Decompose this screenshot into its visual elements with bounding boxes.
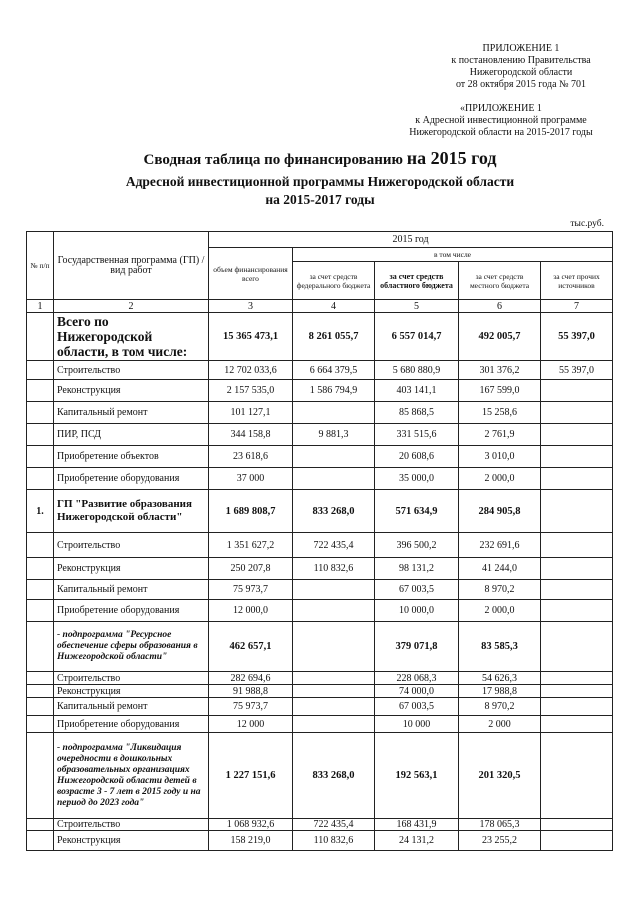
row-number [27, 446, 54, 468]
row-federal [293, 402, 375, 424]
row-regional: 379 071,8 [375, 622, 459, 672]
header-including: в том числе [293, 248, 613, 262]
row-federal [293, 600, 375, 622]
document-subtitle-period: на 2015-2017 годы [265, 192, 375, 207]
column-number: 6 [459, 300, 541, 313]
row-name: Строительство [54, 533, 209, 558]
row-other: 55 397,0 [541, 313, 613, 361]
column-number: 5 [375, 300, 459, 313]
row-federal: 8 261 055,7 [293, 313, 375, 361]
appendix-line: ПРИЛОЖЕНИЕ 1 [482, 43, 560, 54]
column-number: 7 [541, 300, 613, 313]
table-row [27, 580, 613, 600]
row-name: Всего по Нижегородской области, в том числе: [54, 313, 209, 361]
row-local: 17 988,8 [459, 685, 541, 698]
row-other [541, 558, 613, 580]
row-local: 8 970,2 [459, 698, 541, 716]
table-row [27, 622, 613, 672]
table-row [27, 490, 613, 533]
row-other [541, 831, 613, 851]
row-name: Реконструкция [54, 685, 209, 698]
row-local: 492 005,7 [459, 313, 541, 361]
row-name: ГП "Развитие образования Нижегородской области" [54, 490, 209, 533]
document-subtitle: Адресной инвестиционной программы Нижегородской области [125, 174, 515, 189]
row-total: 91 988,8 [209, 685, 293, 698]
row-other [541, 380, 613, 402]
row-number [27, 361, 54, 380]
appendix-line: от 28 октября 2015 года № 701 [455, 79, 587, 90]
table-row [27, 698, 613, 716]
table-row [27, 685, 613, 698]
row-local: 3 010,0 [459, 446, 541, 468]
row-number [27, 468, 54, 490]
row-name: Строительство [54, 819, 209, 831]
row-number [27, 313, 54, 361]
row-federal [293, 685, 375, 698]
row-regional: 10 000 [375, 716, 459, 733]
row-name: Реконструкция [54, 558, 209, 580]
row-other [541, 622, 613, 672]
row-name: - подпрограмма "Ликвидация очередности в дошкольных образовательных организациях Нижегородской области детей в возрасте 3 - 7 лет в 2015 году и на период до 2023 года" [54, 733, 209, 819]
row-other [541, 446, 613, 468]
row-federal: 722 435,4 [293, 819, 375, 831]
row-name: Реконструкция [54, 380, 209, 402]
row-federal: 1 586 794,9 [293, 380, 375, 402]
table-row [27, 533, 613, 558]
row-local: 232 691,6 [459, 533, 541, 558]
row-regional: 396 500,2 [375, 533, 459, 558]
appendix-line: Нижегородской области на 2015-2017 годы [409, 127, 593, 138]
row-number [27, 831, 54, 851]
row-name: Приобретение оборудования [54, 600, 209, 622]
row-regional: 571 634,9 [375, 490, 459, 533]
row-number [27, 558, 54, 580]
row-name: Капитальный ремонт [54, 580, 209, 600]
column-number: 2 [54, 300, 209, 313]
row-total: 344 158,8 [209, 424, 293, 446]
header-federal: за счет средств федерального бюджета [293, 262, 375, 300]
row-local: 15 258,6 [459, 402, 541, 424]
row-local: 41 244,0 [459, 558, 541, 580]
row-total: 15 365 473,1 [209, 313, 293, 361]
header-other: за счет прочих источников [541, 262, 613, 300]
row-federal [293, 672, 375, 685]
appendix-line: к Адресной инвестиционной программе [415, 115, 587, 126]
row-name: Капитальный ремонт [54, 698, 209, 716]
appendix-line: «ПРИЛОЖЕНИЕ 1 [460, 103, 542, 114]
table-row [27, 831, 613, 851]
row-total: 1 227 151,6 [209, 733, 293, 819]
table-row [27, 716, 613, 733]
row-federal: 833 268,0 [293, 733, 375, 819]
financing-table [26, 231, 613, 851]
row-regional: 331 515,6 [375, 424, 459, 446]
row-total: 12 000 [209, 716, 293, 733]
table-row [27, 424, 613, 446]
row-total: 158 219,0 [209, 831, 293, 851]
row-other [541, 685, 613, 698]
row-total: 23 618,6 [209, 446, 293, 468]
row-name: Строительство [54, 361, 209, 380]
row-total: 282 694,6 [209, 672, 293, 685]
row-total: 12 000,0 [209, 600, 293, 622]
column-numbers-row [27, 300, 613, 313]
row-name: Капитальный ремонт [54, 402, 209, 424]
row-number [27, 698, 54, 716]
header-num: № п/п [27, 232, 54, 300]
row-name: Приобретение объектов [54, 446, 209, 468]
row-other [541, 819, 613, 831]
row-other [541, 733, 613, 819]
row-total: 1 351 627,2 [209, 533, 293, 558]
row-local: 201 320,5 [459, 733, 541, 819]
row-total: 75 973,7 [209, 580, 293, 600]
row-regional: 228 068,3 [375, 672, 459, 685]
row-local: 178 065,3 [459, 819, 541, 831]
row-other: 55 397,0 [541, 361, 613, 380]
row-number [27, 733, 54, 819]
row-total: 462 657,1 [209, 622, 293, 672]
row-total: 101 127,1 [209, 402, 293, 424]
row-total: 250 207,8 [209, 558, 293, 580]
row-local: 301 376,2 [459, 361, 541, 380]
row-other [541, 468, 613, 490]
row-federal: 110 832,6 [293, 558, 375, 580]
row-regional: 192 563,1 [375, 733, 459, 819]
document-title [0, 148, 640, 169]
row-local: 2 000 [459, 716, 541, 733]
table-row [27, 361, 613, 380]
row-regional: 6 557 014,7 [375, 313, 459, 361]
row-number [27, 380, 54, 402]
row-other [541, 533, 613, 558]
row-total: 37 000 [209, 468, 293, 490]
row-other [541, 698, 613, 716]
table-row [27, 600, 613, 622]
row-federal: 110 832,6 [293, 831, 375, 851]
row-local: 284 905,8 [459, 490, 541, 533]
row-regional: 10 000,0 [375, 600, 459, 622]
row-federal [293, 622, 375, 672]
row-number: 1. [27, 490, 54, 533]
row-number [27, 716, 54, 733]
row-number [27, 819, 54, 831]
column-number: 1 [27, 300, 54, 313]
row-local: 167 599,0 [459, 380, 541, 402]
appendix-line: Нижегородской области [469, 67, 573, 78]
row-name: ПИР, ПСД [54, 424, 209, 446]
table-row [27, 819, 613, 831]
row-local: 8 970,2 [459, 580, 541, 600]
row-name: Приобретение оборудования [54, 468, 209, 490]
table-body [27, 313, 613, 851]
row-regional: 85 868,5 [375, 402, 459, 424]
row-number [27, 685, 54, 698]
row-number [27, 622, 54, 672]
row-number [27, 600, 54, 622]
row-name: Реконструкция [54, 831, 209, 851]
column-number: 4 [293, 300, 375, 313]
column-number: 3 [209, 300, 293, 313]
row-number [27, 672, 54, 685]
row-regional: 98 131,2 [375, 558, 459, 580]
row-federal [293, 446, 375, 468]
row-total: 12 702 033,6 [209, 361, 293, 380]
row-name: - подпрограмма "Ресурсное обеспечение сферы образования в Нижегородской области" [54, 622, 209, 672]
row-number [27, 402, 54, 424]
unit-label: тыс.руб. [570, 219, 604, 229]
header-year: 2015 год [209, 232, 613, 248]
header-total: объем финансирования всего [209, 248, 293, 300]
row-regional: 67 003,5 [375, 580, 459, 600]
table-row [27, 313, 613, 361]
row-total: 75 973,7 [209, 698, 293, 716]
row-other [541, 580, 613, 600]
table-row [27, 446, 613, 468]
row-other [541, 490, 613, 533]
header-regional: за счет средств областного бюджета [375, 262, 459, 300]
appendix-line: к постановлению Правительства [451, 55, 591, 66]
row-name: Приобретение оборудования [54, 716, 209, 733]
row-regional: 67 003,5 [375, 698, 459, 716]
row-other [541, 424, 613, 446]
table-row [27, 672, 613, 685]
row-federal [293, 468, 375, 490]
row-local: 2 000,0 [459, 600, 541, 622]
row-total: 1 068 932,6 [209, 819, 293, 831]
row-local: 83 585,3 [459, 622, 541, 672]
row-other [541, 672, 613, 685]
row-federal: 6 664 379,5 [293, 361, 375, 380]
row-number [27, 533, 54, 558]
header-program: Государственная программа (ГП) / вид работ [54, 232, 209, 300]
row-regional: 168 431,9 [375, 819, 459, 831]
row-federal: 9 881,3 [293, 424, 375, 446]
row-total: 1 689 808,7 [209, 490, 293, 533]
row-other [541, 402, 613, 424]
row-federal [293, 698, 375, 716]
row-total: 2 157 535,0 [209, 380, 293, 402]
title-year: на 2015 год [406, 148, 497, 168]
row-regional: 403 141,1 [375, 380, 459, 402]
row-other [541, 716, 613, 733]
row-name: Строительство [54, 672, 209, 685]
row-regional: 35 000,0 [375, 468, 459, 490]
row-regional: 20 608,6 [375, 446, 459, 468]
table-row [27, 380, 613, 402]
table-row [27, 402, 613, 424]
title-part: Сводная таблица по финансированию [143, 152, 403, 168]
row-federal: 722 435,4 [293, 533, 375, 558]
table-row [27, 733, 613, 819]
table-row [27, 558, 613, 580]
row-regional: 24 131,2 [375, 831, 459, 851]
header-local: за счет средств местного бюджета [459, 262, 541, 300]
row-number [27, 580, 54, 600]
row-local: 23 255,2 [459, 831, 541, 851]
table-row [27, 468, 613, 490]
row-regional: 5 680 880,9 [375, 361, 459, 380]
row-federal [293, 580, 375, 600]
row-regional: 74 000,0 [375, 685, 459, 698]
row-other [541, 600, 613, 622]
row-number [27, 424, 54, 446]
row-local: 54 626,3 [459, 672, 541, 685]
row-federal: 833 268,0 [293, 490, 375, 533]
program-appendix-header [396, 103, 606, 139]
row-federal [293, 716, 375, 733]
row-local: 2 000,0 [459, 468, 541, 490]
appendix-header [436, 43, 606, 91]
row-local: 2 761,9 [459, 424, 541, 446]
